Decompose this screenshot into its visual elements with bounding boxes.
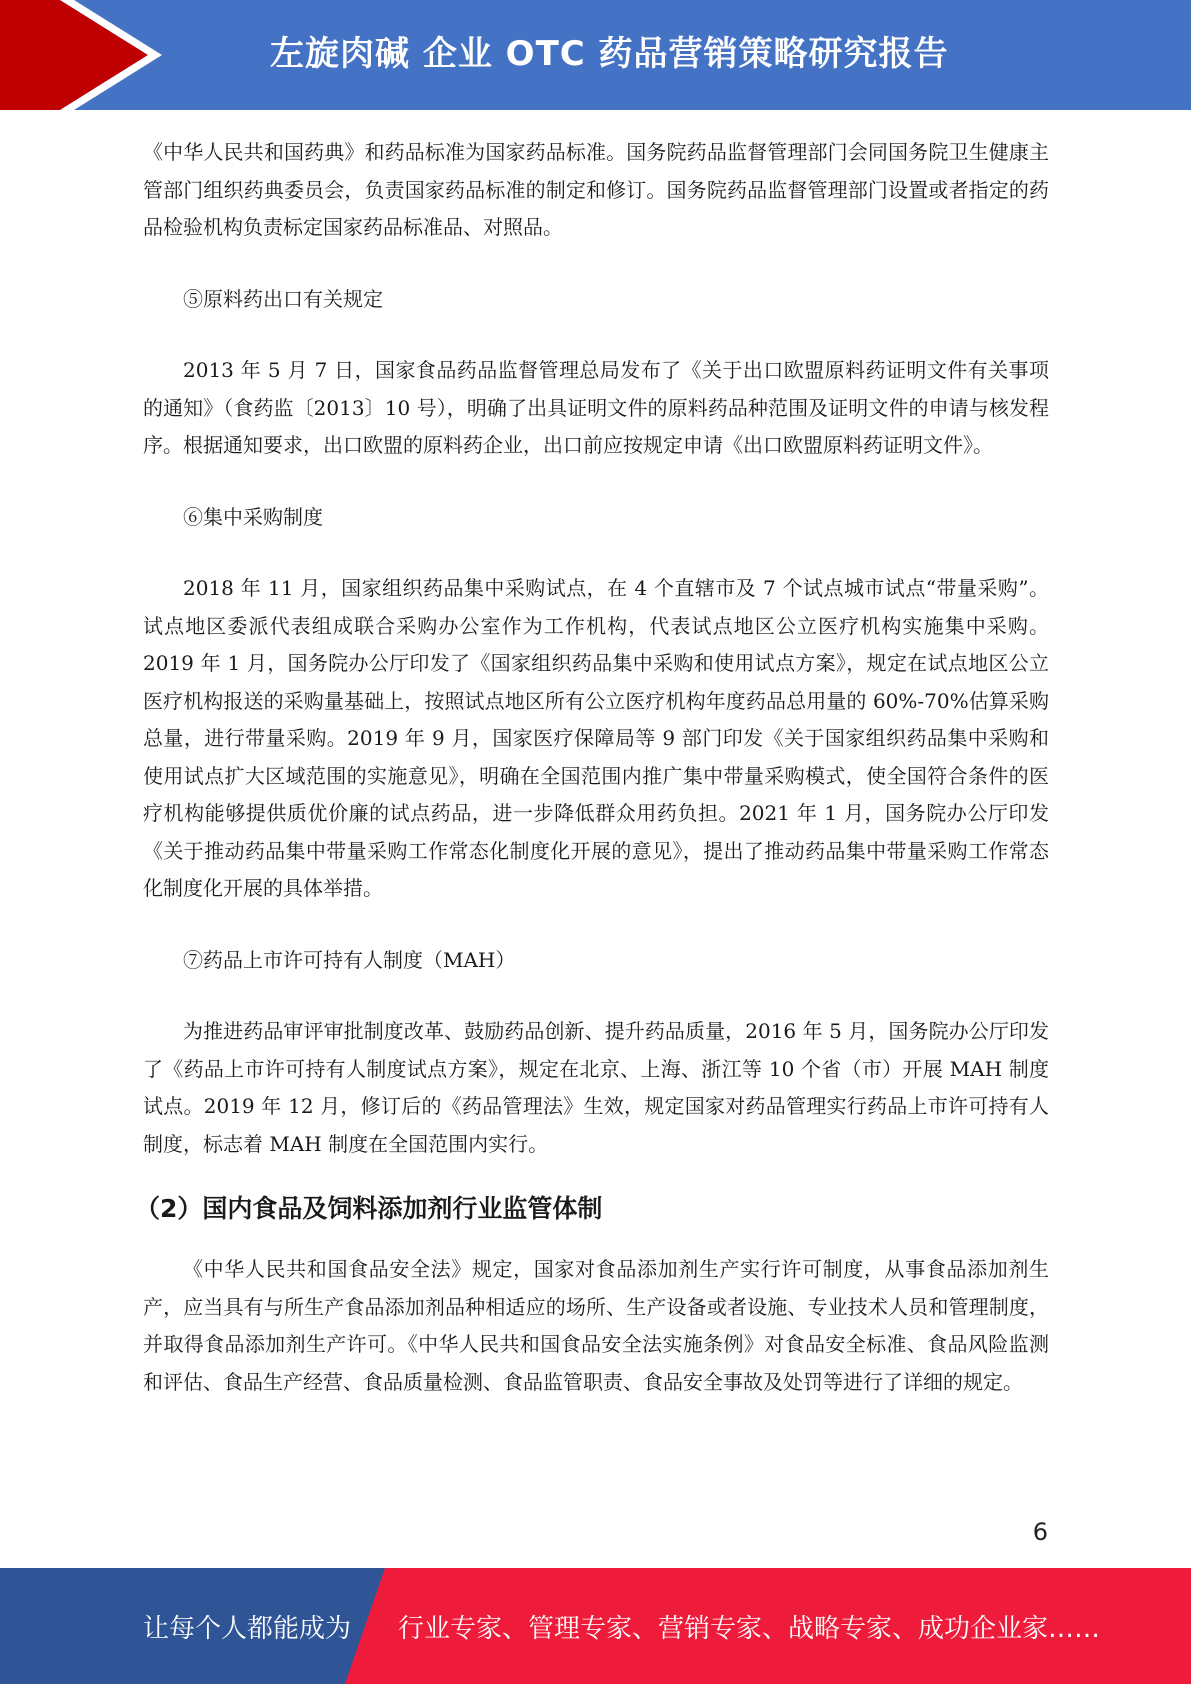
header-title: 左旋肉碱 企业 OTC 药品营销策略研究报告 xyxy=(270,34,949,74)
section-heading-food-additives: （2）国内食品及饲料添加剂行业监管体制 xyxy=(135,1194,603,1223)
page-header xyxy=(0,0,1191,110)
footer-slogan-left: 让每个人都能成为 xyxy=(143,1614,352,1644)
paragraph-api-export: 2013 年 5 月 7 日，国家食品药品监督管理总局发布了《关于出口欧盟原料药证明文件有关事项的通知》（食药监〔2013〕10 号），明确了出具证明文件的原料药品种范围及证明文件的申请与核发程序。根据通知要求，出口欧盟的原料药企业，出口前应按规定申请《出口欧盟原料药证明文件》。 xyxy=(143,358,1049,457)
subheading-api-export: ⑤原料药出口有关规定 xyxy=(183,286,383,311)
paragraph-food-safety-law: 《中华人民共和国食品安全法》规定，国家对食品添加剂生产实行许可制度，从事食品添加剂生产，应当具有与所生产食品添加剂品种相适应的场所、生产设备或者设施、专业技术人员和管理制度，并取得食品添加剂生产许可。《中华人民共和国食品安全法实施条例》对食品安全标准、食品风险监测和评估、食品生产经营、食品质量检测、食品监管职责、食品安全事故及处罚等进行了详细的规定。 xyxy=(143,1257,1049,1394)
subheading-centralized-procurement: ⑥集中采购制度 xyxy=(183,504,323,529)
subheading-mah: ⑦药品上市许可持有人制度（MAH） xyxy=(183,947,516,972)
paragraph-drug-standards: 《中华人民共和国药典》和药品标准为国家药品标准。国务院药品监督管理部门会同国务院卫生健康主管部门组织药典委员会，负责国家药品标准的制定和修订。国务院药品监督管理部门设置或者指定的药品检验机构负责标定国家药品标准品、对照品。 xyxy=(143,140,1049,239)
document-body xyxy=(135,134,1049,1435)
page-number: 6 xyxy=(1032,1518,1048,1546)
paragraph-centralized-procurement: 2018 年 11 月，国家组织药品集中采购试点，在 4 个直辖市及 7 个试点城市试点“带量采购”。试点地区委派代表组成联合采购办公室作为工作机构，代表试点地区公立医疗机构实施集中采购。2019 年 1 月，国务院办公厅印发了《国家组织药品集中采购和使用试点方案》，规定在试点地区公立医疗机构报送的采购量基础上，按照试点地区所有公立医疗机构年度药品总用量的 60%-70%估算采购总量，进行带量采购。2019 年 9 月，国家医疗保障局等 9 部门印发《关于国家组织药品集中采购和使用试点扩大区域范围的实施意见》，明确在全国范围内推广集中带量采购模式，使全国符合条件的医疗机构能够提供质优价廉的试点药品，进一步降低群众用药负担。2021 年 1 月，国务院办公厅印发《关于推动药品集中带量采购工作常态化制度化开展的意见》，提出了推动药品集中带量采购工作常态化制度化开展的具体举措。 xyxy=(143,576,1049,900)
footer-slogan-right: 行业专家、管理专家、营销专家、战略专家、成功企业家…… xyxy=(398,1614,1101,1644)
header-red-chevron xyxy=(0,0,300,110)
page-footer xyxy=(0,1568,1191,1684)
paragraph-mah: 为推进药品审评审批制度改革、鼓励药品创新、提升药品质量，2016 年 5 月，国务院办公厅印发了《药品上市许可持有人制度试点方案》，规定在北京、上海、浙江等 10 个省（市）开展 MAH 制度试点。2019 年 12 月，修订后的《药品管理法》生效，规定国家对药品管理实行药品上市许可持有人制度，标志着 MAH 制度在全国范围内实行。 xyxy=(143,1019,1049,1156)
